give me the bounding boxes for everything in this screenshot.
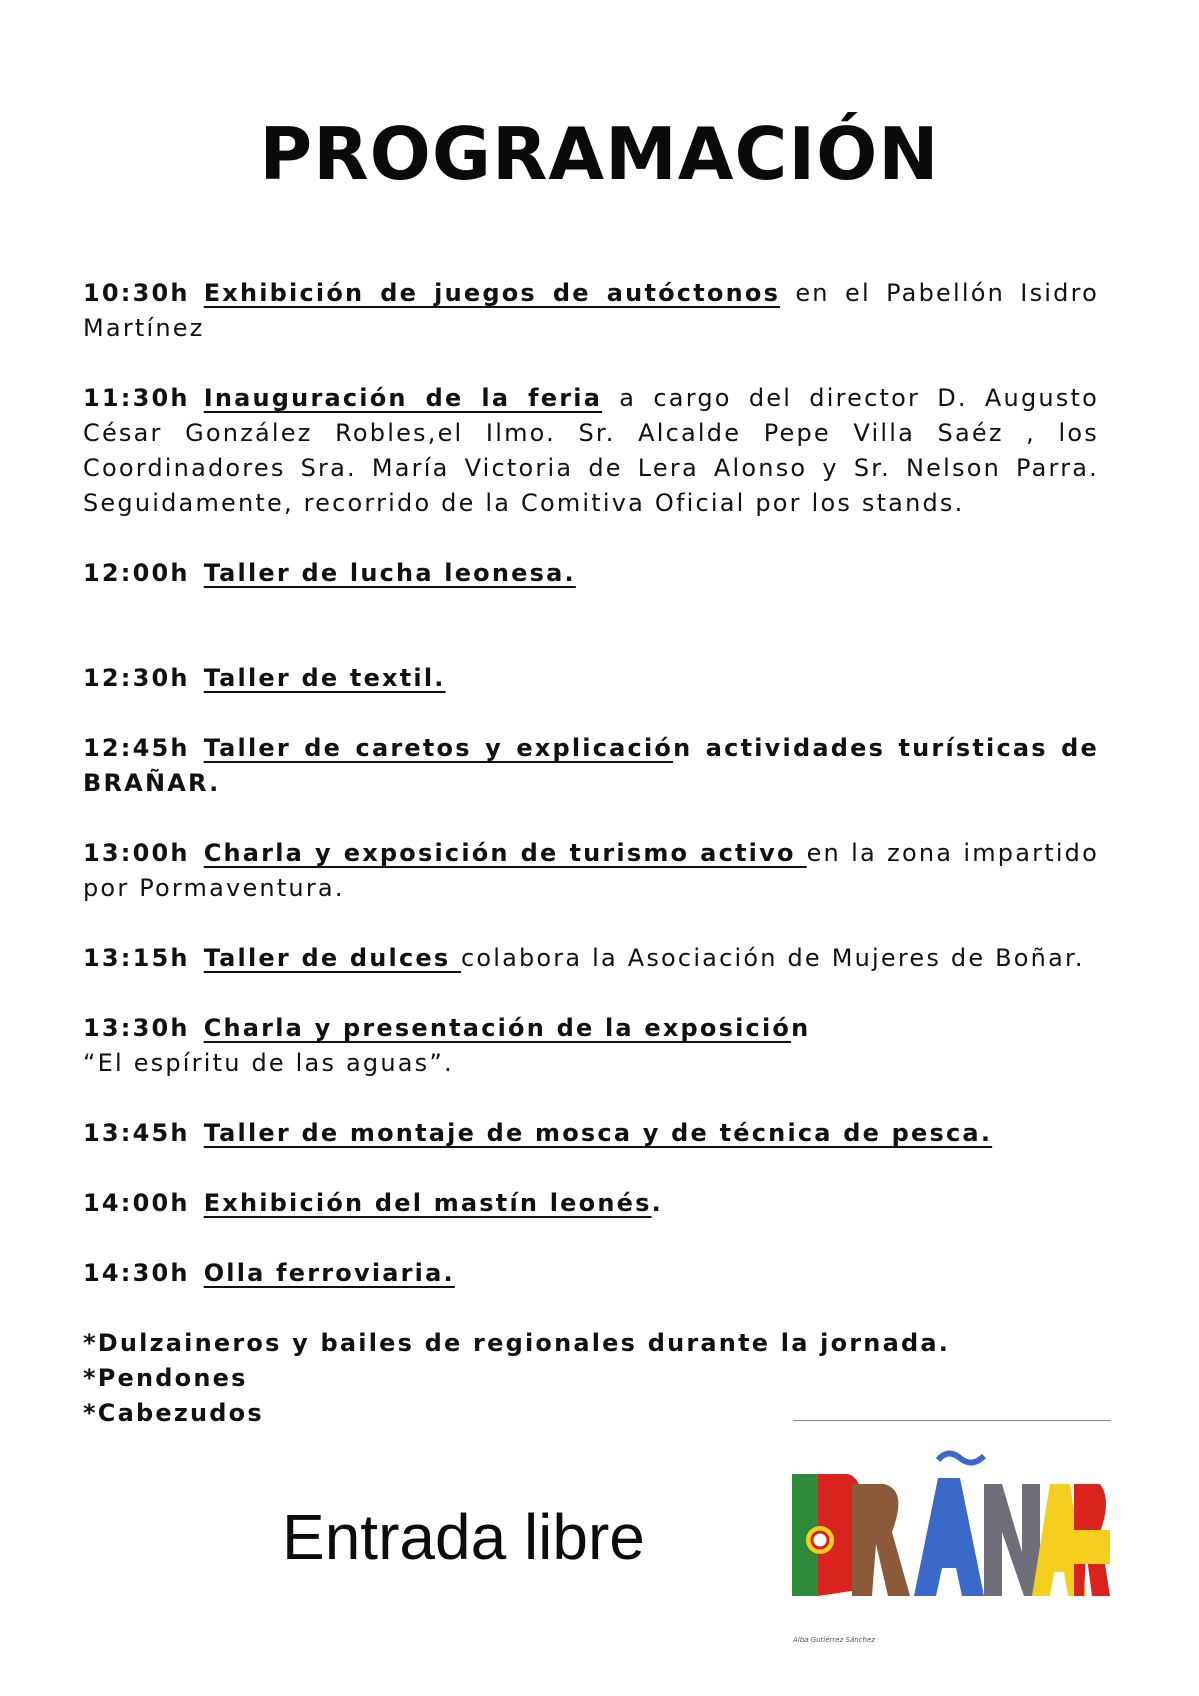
logo-tilde <box>938 1453 984 1462</box>
event-detail: en el Pabellón Isidro Martínez <box>83 279 1100 342</box>
program-entry <box>83 941 1099 976</box>
notes-list <box>83 1326 1099 1431</box>
note-item: *Dulzaineros y bailes de regionales durante la jornada. <box>83 1329 951 1357</box>
program-entry <box>83 276 1099 346</box>
note-item: *Pendones <box>83 1364 248 1392</box>
program-entry <box>83 1256 1099 1291</box>
event-time: 12:45h <box>83 734 190 762</box>
event-title: Exhibición del mastín leonés <box>203 1189 652 1217</box>
program-entry <box>83 556 1099 591</box>
event-time: 13:00h <box>83 839 190 867</box>
branar-logo <box>788 1440 1112 1606</box>
logo-letter-n <box>984 1484 1040 1596</box>
program-entry <box>83 836 1099 906</box>
program-entry <box>83 381 1099 521</box>
event-title: Taller de textil. <box>203 664 446 692</box>
program-entry <box>83 731 1099 801</box>
event-time: 13:15h <box>83 944 190 972</box>
program-entry <box>83 661 1099 696</box>
entrada-libre-text: Entrada libre <box>282 1501 645 1573</box>
program-entry <box>83 1011 1099 1081</box>
event-title: Taller de caretos y explicació <box>203 734 674 762</box>
program-list <box>83 276 1099 1431</box>
event-title: Charla y exposición de turismo activo <box>203 839 807 867</box>
logo-caption: Alba Gutiérrez Sánchez <box>793 1636 875 1644</box>
event-detail: n actividades turísticas de BRAÑAR. <box>83 734 1099 797</box>
event-time: 13:45h <box>83 1119 190 1147</box>
event-time: 11:30h <box>83 384 190 412</box>
logo-letter-r <box>852 1484 910 1596</box>
event-time: 13:30h <box>83 1014 190 1042</box>
event-title: Inauguración de la feria <box>203 384 603 412</box>
event-detail: a cargo del director D. Augusto César González Robles,el Ilmo. Sr. Alcalde Pepe Villa Saéz , los Coordinadores Sra. María Victoria de Lera Alonso y Sr. Nelson Parra. Seguidamente, recorrido de la Comitiva Oficial por los stands. <box>83 384 1100 517</box>
event-time: 12:30h <box>83 664 190 692</box>
event-subtitle: “El espíritu de las aguas”. <box>83 1049 454 1077</box>
page-title: PROGRAMACIÓN <box>259 112 940 196</box>
event-time: 12:00h <box>83 559 190 587</box>
event-title: Charla y presentación de la exposició <box>203 1014 792 1042</box>
program-entry <box>83 1186 1099 1221</box>
logo-letter-a1 <box>914 1478 984 1596</box>
event-time: 14:00h <box>83 1189 190 1217</box>
event-title: Taller de montaje de mosca y de técnica de pesca. <box>203 1119 993 1147</box>
event-title: Taller de dulces <box>203 944 461 972</box>
event-detail: colabora la Asociación de Mujeres de Boñar. <box>460 944 1085 972</box>
event-detail: en la zona impartido por Pormaventura. <box>83 839 1100 902</box>
event-detail: . <box>651 1189 663 1217</box>
note-item: *Cabezudos <box>83 1399 264 1427</box>
event-title: Olla ferroviaria. <box>203 1259 455 1287</box>
event-title: Taller de lucha leonesa. <box>203 559 576 587</box>
program-entry <box>83 1116 1099 1151</box>
event-detail: n <box>791 1014 811 1042</box>
event-title: Exhibición de juegos de autóctonos <box>203 279 781 307</box>
event-time: 14:30h <box>83 1259 190 1287</box>
logo-divider <box>793 1420 1111 1421</box>
event-time: 10:30h <box>83 279 190 307</box>
